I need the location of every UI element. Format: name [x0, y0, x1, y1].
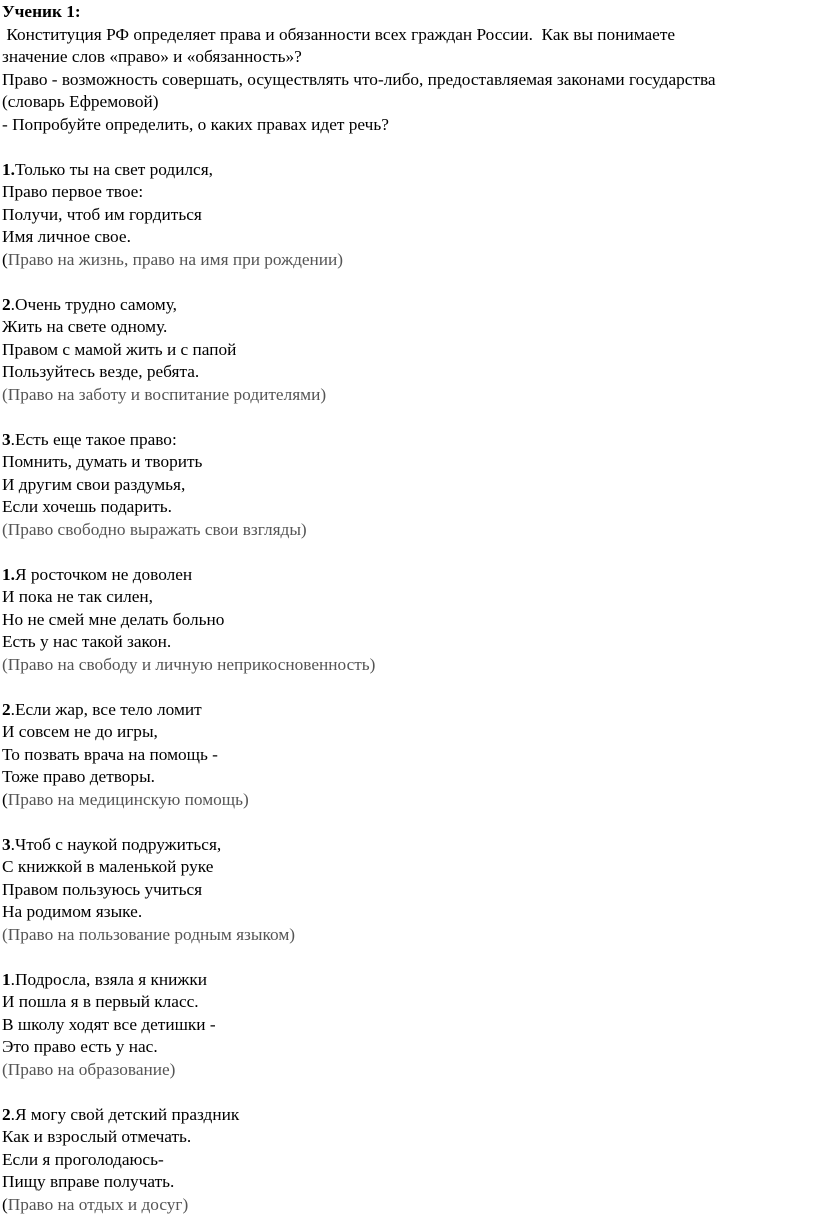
verse-answer	[2, 789, 816, 812]
verse-line-text: .Чтоб с наукой подружиться,	[11, 835, 222, 854]
verse-number: 2	[2, 1105, 11, 1124]
verse-line: И пошла я в первый класс.	[2, 991, 816, 1014]
verse-line: Правом с мамой жить и с папой	[2, 339, 816, 362]
verse-block	[2, 136, 816, 271]
verse-number: 1.	[2, 160, 15, 179]
spacer	[2, 271, 816, 294]
verse-block	[2, 946, 816, 1081]
verse-line: Если хочешь подарить.	[2, 496, 816, 519]
spacer	[2, 811, 816, 834]
intro-line: Конституция РФ определяет права и обязанности всех граждан России. Как вы понимаете	[2, 24, 816, 47]
verse-line-text: .Если жар, все тело ломит	[11, 700, 202, 719]
verse-line: То позвать врача на помощь -	[2, 744, 816, 767]
answer-text: (Право на пользование родным языком)	[2, 925, 295, 944]
verse-line: Жить на свете одному.	[2, 316, 816, 339]
verse-line: Это право есть у нас.	[2, 1036, 816, 1059]
intro-line: - Попробуйте определить, о каких правах идет речь?	[2, 114, 816, 137]
verse-first-line	[2, 969, 816, 992]
verse-block	[2, 1081, 816, 1216]
answer-open-paren: (	[2, 790, 8, 809]
verse-first-line	[2, 159, 816, 182]
verse-line-text: .Есть еще такое право:	[11, 430, 177, 449]
verse-first-line	[2, 564, 816, 587]
verse-answer	[2, 384, 816, 407]
verse-number: 2	[2, 295, 11, 314]
verse-first-line	[2, 294, 816, 317]
spacer	[2, 946, 816, 969]
verse-line: Правом пользуюсь учиться	[2, 879, 816, 902]
verse-answer	[2, 249, 816, 272]
verse-line: На родимом языке.	[2, 901, 816, 924]
verse-line: Имя личное свое.	[2, 226, 816, 249]
verse-line: Тоже право детворы.	[2, 766, 816, 789]
verse-answer	[2, 924, 816, 947]
verse-line: Пользуйтесь везде, ребята.	[2, 361, 816, 384]
spacer	[2, 136, 816, 159]
verse-line-text: .Подросла, взяла я книжки	[11, 970, 207, 989]
intro-line: Право - возможность совершать, осуществлять что-либо, предоставляемая законами государства	[2, 69, 816, 92]
verse-line: Право первое твое:	[2, 181, 816, 204]
answer-text: (Право свободно выражать свои взгляды)	[2, 520, 307, 539]
verses-list	[2, 136, 816, 1216]
answer-text: (Право на образование)	[2, 1060, 175, 1079]
verse-line-text: .Я могу свой детский праздник	[11, 1105, 240, 1124]
verse-number: 3	[2, 835, 11, 854]
verse-number: 1	[2, 970, 11, 989]
verse-answer	[2, 654, 816, 677]
verse-block	[2, 811, 816, 946]
verse-block	[2, 676, 816, 811]
answer-text: (Право на заботу и воспитание родителями)	[2, 385, 326, 404]
verse-answer	[2, 1194, 816, 1216]
verse-block	[2, 541, 816, 676]
verse-line: Помнить, думать и творить	[2, 451, 816, 474]
verse-line-text: Только ты на свет родился,	[15, 160, 213, 179]
verse-first-line	[2, 429, 816, 452]
spacer	[2, 676, 816, 699]
intro-line: (словарь Ефремовой)	[2, 91, 816, 114]
verse-line: Есть у нас такой закон.	[2, 631, 816, 654]
verse-answer	[2, 519, 816, 542]
document-page	[0, 1, 816, 1216]
verse-line-text: .Очень трудно самому,	[11, 295, 177, 314]
verse-line: И пока не так силен,	[2, 586, 816, 609]
verse-number: 3	[2, 430, 11, 449]
spacer	[2, 1081, 816, 1104]
page-title: Ученик 1:	[2, 1, 816, 24]
answer-text: Право на жизнь, право на имя при рождении)	[8, 250, 343, 269]
verse-line: Получи, чтоб им гордиться	[2, 204, 816, 227]
answer-open-paren: (	[2, 250, 8, 269]
verse-answer	[2, 1059, 816, 1082]
verse-number: 2	[2, 700, 11, 719]
verse-line: Но не смей мне делать больно	[2, 609, 816, 632]
verse-line: И другим свои раздумья,	[2, 474, 816, 497]
answer-text: (Право на свободу и личную неприкосновенность)	[2, 655, 375, 674]
spacer	[2, 406, 816, 429]
verse-first-line	[2, 834, 816, 857]
verse-block	[2, 406, 816, 541]
verse-first-line	[2, 1104, 816, 1127]
intro-line: значение слов «право» и «обязанность»?	[2, 46, 816, 69]
spacer	[2, 541, 816, 564]
verse-number: 1.	[2, 565, 15, 584]
verse-line: Если я проголодаюсь-	[2, 1149, 816, 1172]
verse-first-line	[2, 699, 816, 722]
verse-block	[2, 271, 816, 406]
answer-open-paren: (	[2, 1195, 8, 1214]
answer-text: Право на медицинскую помощь)	[8, 790, 249, 809]
answer-text: Право на отдых и досуг)	[8, 1195, 189, 1214]
verse-line: Как и взрослый отмечать.	[2, 1126, 816, 1149]
verse-line: С книжкой в маленькой руке	[2, 856, 816, 879]
verse-line: И совсем не до игры,	[2, 721, 816, 744]
verse-line: В школу ходят все детишки -	[2, 1014, 816, 1037]
verse-line-text: Я росточком не доволен	[15, 565, 192, 584]
verse-line: Пищу вправе получать.	[2, 1171, 816, 1194]
